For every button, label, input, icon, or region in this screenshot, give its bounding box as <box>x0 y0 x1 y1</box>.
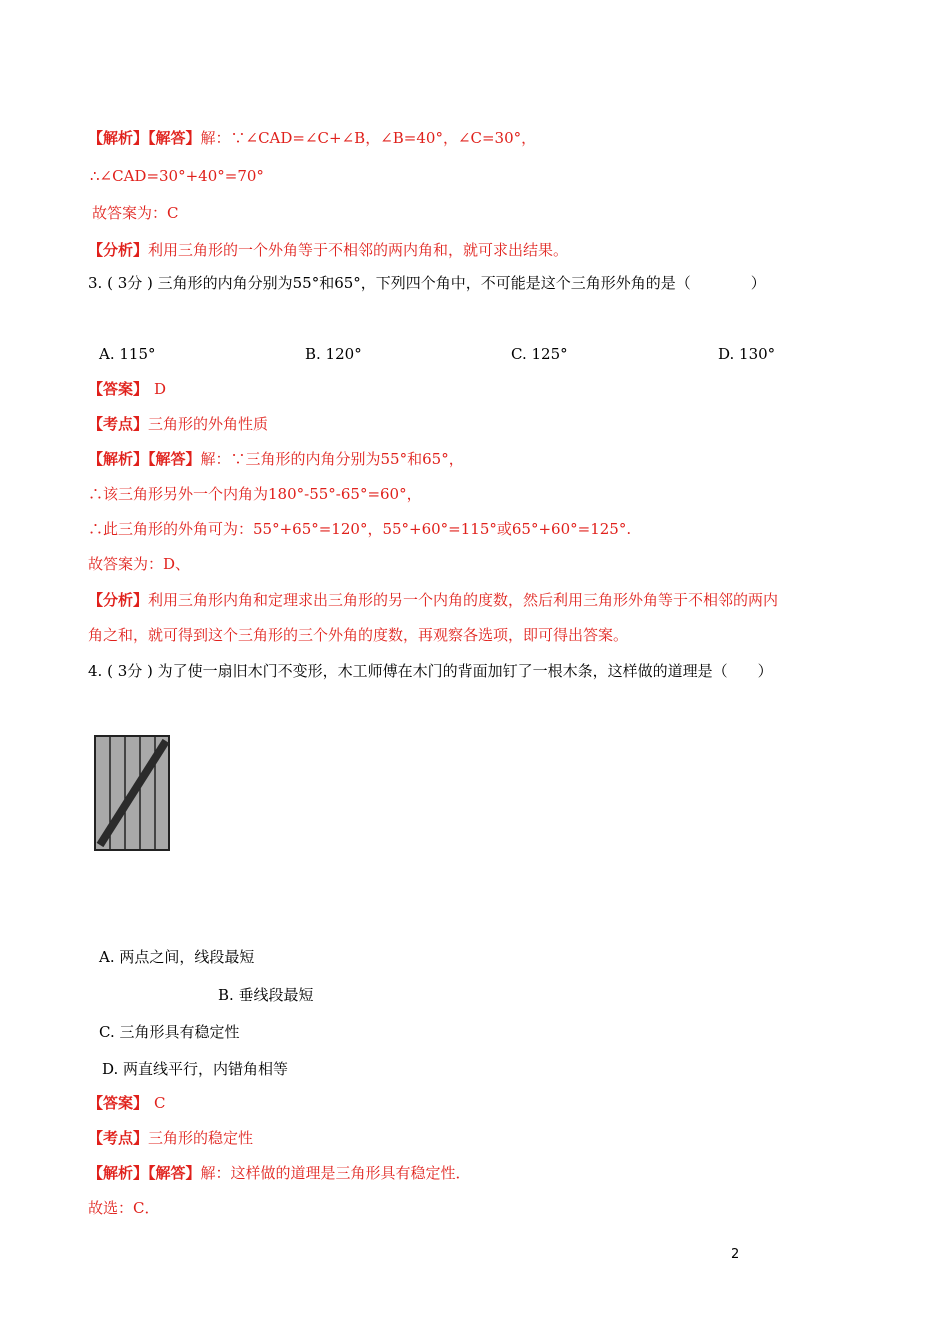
q3-fenxi-line2: 角之和，就可得到这个三角形的三个外角的度数，再观察各选项，即可得出答案。 <box>88 626 629 644</box>
q3-option-a[interactable]: A. 115° <box>99 345 156 363</box>
q3-option-b[interactable]: B. 120° <box>305 345 362 363</box>
q3-answer-line <box>88 379 166 399</box>
q3-option-c[interactable]: C. 125° <box>511 345 568 363</box>
door-figure <box>94 735 170 851</box>
q4-kaodian-text: 三角形的稳定性 <box>148 1129 254 1147</box>
q3-analysis-text1: 解：∵三角形的内角分别为55°和65°， <box>200 450 464 468</box>
q4-kaodian-line <box>88 1128 253 1148</box>
q2-answer-line: 故答案为：C <box>92 204 179 222</box>
q3-option-d[interactable]: D. 130° <box>718 345 776 363</box>
q4-answer-line <box>88 1093 166 1113</box>
q4-answer-value: C <box>154 1094 166 1112</box>
q4-kaodian-tag: 【考点】 <box>88 1129 149 1147</box>
q2-fenxi-tag: 【分析】 <box>88 241 149 259</box>
q3-fenxi-text1: 利用三角形内角和定理求出三角形的另一个内角的度数，然后利用三角形外角等于不相邻的两内 <box>148 591 779 609</box>
q3-answer-tag: 【答案】 <box>88 380 149 398</box>
q2-analysis-line2: ∴∠CAD=30°+40°=70° <box>90 167 264 185</box>
q3-fenxi-tag: 【分析】 <box>88 591 149 609</box>
q3-kaodian-line <box>88 414 268 434</box>
q4-analysis-text: 解：这样做的道理是三角形具有稳定性． <box>200 1164 471 1182</box>
q3-kaodian-text: 三角形的外角性质 <box>148 415 269 433</box>
q4-analysis-tag: 【解析】【解答】 <box>88 1164 201 1182</box>
q2-analysis-tag: 【解析】【解答】 <box>88 129 201 147</box>
q2-fenxi-line <box>88 240 568 260</box>
q4-option-c[interactable]: C. 三角形具有稳定性 <box>99 1023 240 1041</box>
q4-final-answer: 故选：C． <box>88 1199 160 1217</box>
q4-option-d[interactable]: D. 两直线平行，内错角相等 <box>102 1060 289 1078</box>
q4-stem: 4. ( 3分 ) 为了使一扇旧木门不变形，木工师傅在木门的背面加钉了一根木条，这样做的道理是（ ） <box>88 662 773 680</box>
q3-kaodian-tag: 【考点】 <box>88 415 149 433</box>
q3-stem: 3. ( 3分 ) 三角形的内角分别为55°和65°，下列四个角中，不可能是这个三角形外角的是（ ） <box>88 274 766 292</box>
q3-answer-text: 故答案为：D、 <box>88 555 191 573</box>
q3-answer-value: D <box>154 380 167 398</box>
q3-fenxi-line1 <box>88 590 778 610</box>
q2-fenxi-text: 利用三角形的一个外角等于不相邻的两内角和，就可求出结果。 <box>148 241 569 259</box>
q4-answer-tag: 【答案】 <box>88 1094 149 1112</box>
q3-analysis-tag: 【解析】【解答】 <box>88 450 201 468</box>
page-number: 2 <box>731 1247 740 1262</box>
q4-analysis-line <box>88 1163 471 1183</box>
q4-option-b[interactable]: B. 垂线段最短 <box>218 986 314 1004</box>
q3-analysis-line2: ∴该三角形另外一个内角为180°-55°-65°=60°， <box>88 485 422 503</box>
q3-analysis-line1 <box>88 449 464 469</box>
q2-analysis-text1: 解：∵∠CAD=∠C+∠B，∠B=40°，∠C=30°， <box>200 129 537 147</box>
q3-analysis-line3: ∴此三角形的外角可为：55°+65°=120°，55°+60°=115°或65°+60°=125°. <box>88 520 632 538</box>
q2-analysis-line1 <box>88 128 536 148</box>
q4-option-a[interactable]: A. 两点之间，线段最短 <box>99 948 255 966</box>
